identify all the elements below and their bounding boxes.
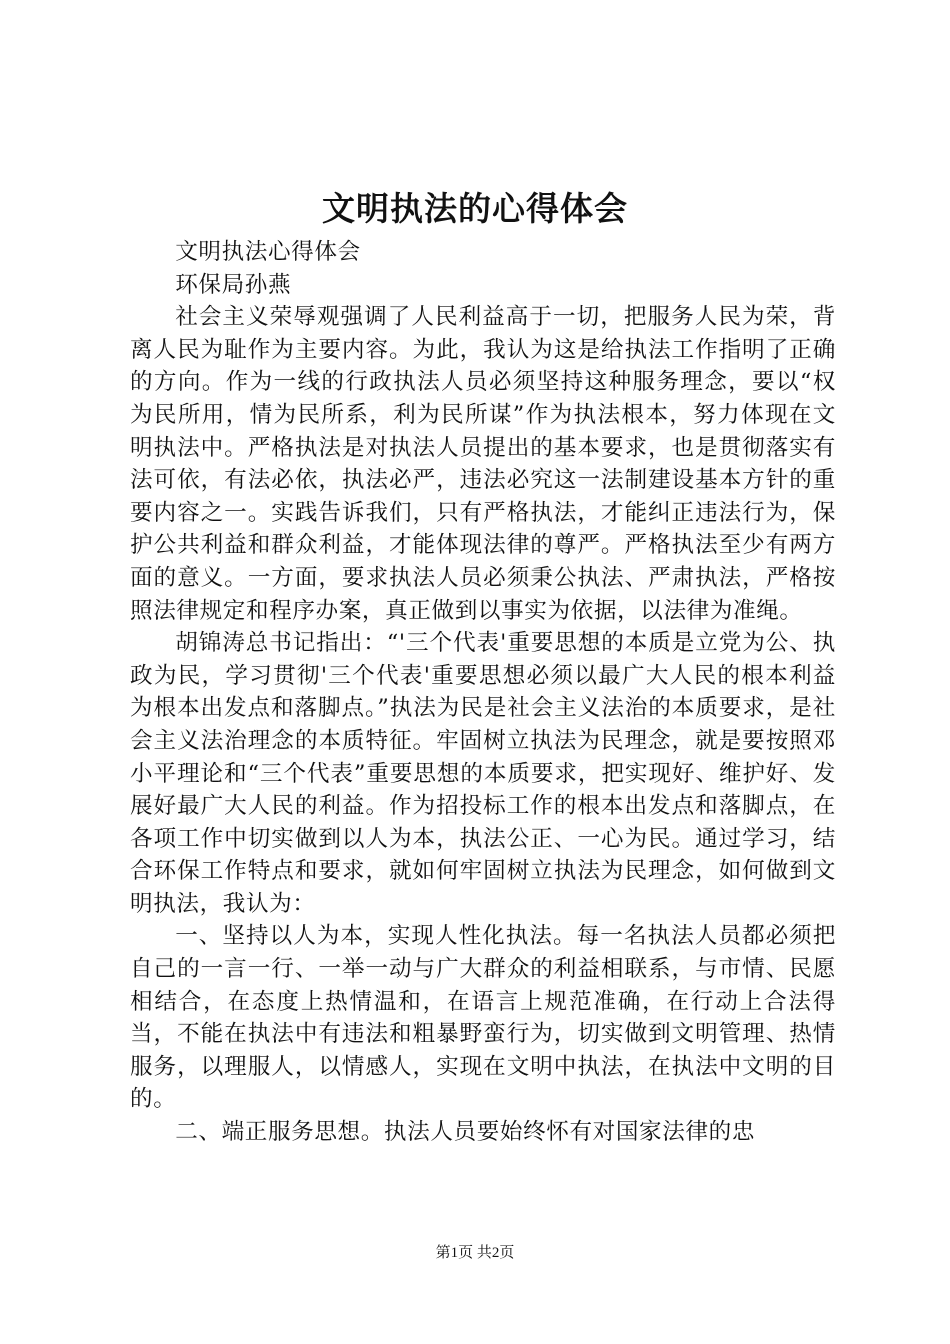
paragraph-3: 一、坚持以人为本，实现人性化执法。每一名执法人员都必须把自己的一言一行、一举一动与广大群众的利益相联系，与市情、民愿相结合，在态度上热情温和，在语言上规范准确，在行动上合法得当，不能在执法中有违法和粗暴野蛮行为，切实做到文明管理、热情服务，以理服人，以情感人，实现在文明中执法，在执法中文明的目的。 [130, 923, 836, 1113]
subtitle-line: 文明执法心得体会 [175, 239, 361, 265]
document-body [130, 236, 836, 1149]
paragraph-2: 胡锦涛总书记指出：“'三个代表'重要思想的本质是立党为公、执政为民，学习贯彻'三个代表'重要思想必须以最广大人民的根本利益为根本出发点和落脚点。”执法为民是社会主义法治的本质要求，是社会主义法治理念的本质特征。牢固树立执法为民理念，就是要按照邓小平理论和“三个代表”重要思想的本质要求，把实现好、维护好、发展好最广大人民的利益。作为招投标工作的根本出发点和落脚点，在各项工作中切实做到以人为本，执法公正、一心为民。通过学习，结合环保工作特点和要求，就如何牢固树立执法为民理念，如何做到文明执法，我认为： [130, 630, 836, 917]
paragraph-4: 二、端正服务思想。执法人员要始终怀有对国家法律的忠 [175, 1119, 756, 1146]
author-line: 环保局孙燕 [175, 271, 292, 298]
document-title: 文明执法的心得体会 [322, 189, 628, 228]
page-number-footer: 第1页 共2页 [435, 1245, 515, 1261]
paragraph-1: 社会主义荣辱观强调了人民利益高于一切，把服务人民为荣，背离人民为耻作为主要内容。为此，我认为这是给执法工作指明了正确的方向。作为一线的行政执法人员必须坚持这种服务理念，要以“权为民所用，情为民所系，利为民所谋”作为执法根本，努力体现在文明执法中。严格执法是对执法人员提出的基本要求，也是贯彻落实有法可依，有法必依，执法必严，违法必究这一法制建设基本方针的重要内容之一。实践告诉我们，只有严格执法，才能纠正违法行为，保护公共利益和群众利益，才能体现法律的尊严。严格执法至少有两方面的意义。一方面，要求执法人员必须秉公执法、严肃执法，严格按照法律规定和程序办案，真正做到以事实为依据，以法律为准绳。 [130, 304, 836, 624]
